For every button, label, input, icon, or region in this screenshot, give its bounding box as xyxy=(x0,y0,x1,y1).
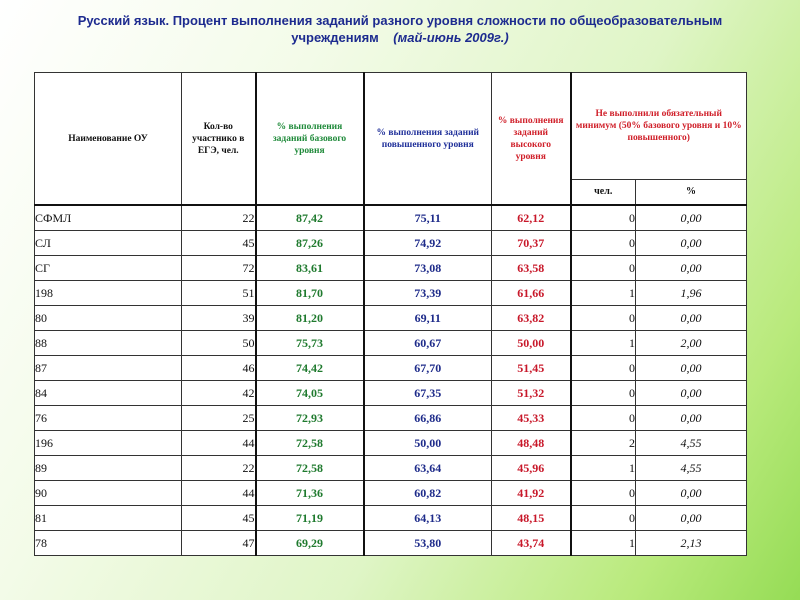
table-row xyxy=(35,406,747,431)
header-failed-pct: % xyxy=(636,180,747,206)
cell-high: 41,92 xyxy=(492,481,571,506)
cell-failed-num: 1 xyxy=(571,331,636,356)
cell-failed-num: 0 xyxy=(571,481,636,506)
title-line-2 xyxy=(30,29,770,46)
cell-failed-pct: 0,00 xyxy=(636,406,747,431)
cell-name: СФМЛ xyxy=(35,205,182,231)
cell-advanced: 50,00 xyxy=(364,431,492,456)
cell-name: 80 xyxy=(35,306,182,331)
cell-count: 44 xyxy=(182,481,256,506)
cell-name: 87 xyxy=(35,356,182,381)
cell-advanced: 67,70 xyxy=(364,356,492,381)
table-row xyxy=(35,356,747,381)
table-row xyxy=(35,231,747,256)
cell-high: 45,33 xyxy=(492,406,571,431)
table-row xyxy=(35,531,747,556)
cell-base: 71,36 xyxy=(256,481,364,506)
header-base: % выполнения заданий базового уровня xyxy=(256,73,364,206)
table-row xyxy=(35,205,747,231)
cell-advanced: 67,35 xyxy=(364,381,492,406)
cell-base: 72,58 xyxy=(256,456,364,481)
cell-failed-num: 2 xyxy=(571,431,636,456)
cell-base: 87,42 xyxy=(256,205,364,231)
cell-high: 43,74 xyxy=(492,531,571,556)
cell-name: 84 xyxy=(35,381,182,406)
cell-advanced: 73,08 xyxy=(364,256,492,281)
cell-high: 63,82 xyxy=(492,306,571,331)
cell-name: 88 xyxy=(35,331,182,356)
header-failed-num: чел. xyxy=(571,180,636,206)
cell-count: 39 xyxy=(182,306,256,331)
cell-high: 48,48 xyxy=(492,431,571,456)
cell-base: 87,26 xyxy=(256,231,364,256)
cell-advanced: 60,67 xyxy=(364,331,492,356)
title-line-1: Русский язык. Процент выполнения заданий разного уровня сложности по общеобразовательным xyxy=(77,13,723,28)
table-row xyxy=(35,331,747,356)
cell-failed-num: 0 xyxy=(571,205,636,231)
cell-failed-pct: 2,13 xyxy=(636,531,747,556)
cell-failed-pct: 2,00 xyxy=(636,331,747,356)
cell-failed-pct: 0,00 xyxy=(636,256,747,281)
cell-failed-num: 1 xyxy=(571,281,636,306)
cell-advanced: 60,82 xyxy=(364,481,492,506)
cell-name: СЛ xyxy=(35,231,182,256)
cell-count: 22 xyxy=(182,205,256,231)
cell-name: 81 xyxy=(35,506,182,531)
cell-advanced: 64,13 xyxy=(364,506,492,531)
header-count: Кол-во участнико в ЕГЭ, чел. xyxy=(182,73,256,206)
cell-count: 51 xyxy=(182,281,256,306)
cell-name: 198 xyxy=(35,281,182,306)
cell-failed-pct: 4,55 xyxy=(636,431,747,456)
cell-advanced: 66,86 xyxy=(364,406,492,431)
cell-count: 22 xyxy=(182,456,256,481)
cell-base: 74,42 xyxy=(256,356,364,381)
cell-high: 70,37 xyxy=(492,231,571,256)
cell-failed-num: 0 xyxy=(571,231,636,256)
cell-base: 74,05 xyxy=(256,381,364,406)
table-row xyxy=(35,381,747,406)
cell-name: СГ xyxy=(35,256,182,281)
cell-high: 51,32 xyxy=(492,381,571,406)
cell-failed-pct: 0,00 xyxy=(636,381,747,406)
cell-count: 46 xyxy=(182,356,256,381)
header-name: Наименование ОУ xyxy=(35,73,182,206)
cell-advanced: 73,39 xyxy=(364,281,492,306)
cell-base: 72,93 xyxy=(256,406,364,431)
cell-high: 45,96 xyxy=(492,456,571,481)
table-row xyxy=(35,481,747,506)
cell-base: 83,61 xyxy=(256,256,364,281)
cell-failed-num: 0 xyxy=(571,306,636,331)
cell-failed-num: 1 xyxy=(571,456,636,481)
cell-advanced: 75,11 xyxy=(364,205,492,231)
cell-count: 72 xyxy=(182,256,256,281)
cell-failed-pct: 4,55 xyxy=(636,456,747,481)
cell-advanced: 53,80 xyxy=(364,531,492,556)
header-high: % выполнения заданий высокого уровня xyxy=(492,73,571,206)
cell-failed-num: 0 xyxy=(571,506,636,531)
cell-count: 44 xyxy=(182,431,256,456)
cell-high: 62,12 xyxy=(492,205,571,231)
table-row xyxy=(35,431,747,456)
cell-failed-pct: 0,00 xyxy=(636,306,747,331)
cell-count: 47 xyxy=(182,531,256,556)
cell-advanced: 63,64 xyxy=(364,456,492,481)
cell-base: 75,73 xyxy=(256,331,364,356)
cell-base: 72,58 xyxy=(256,431,364,456)
title-line-2-main: учреждениям xyxy=(291,30,379,45)
cell-failed-pct: 0,00 xyxy=(636,506,747,531)
title-date-range: (май-июнь 2009г.) xyxy=(393,30,509,45)
header-advanced: % выполнения заданий повышенного уровня xyxy=(364,73,492,206)
cell-name: 90 xyxy=(35,481,182,506)
cell-base: 81,70 xyxy=(256,281,364,306)
cell-failed-pct: 0,00 xyxy=(636,231,747,256)
cell-count: 42 xyxy=(182,381,256,406)
cell-high: 51,45 xyxy=(492,356,571,381)
cell-high: 61,66 xyxy=(492,281,571,306)
cell-base: 69,29 xyxy=(256,531,364,556)
cell-count: 50 xyxy=(182,331,256,356)
cell-name: 89 xyxy=(35,456,182,481)
table-row xyxy=(35,256,747,281)
header-failed: Не выполнили обязательный минимум (50% базового уровня и 10% повышенного) xyxy=(571,73,747,180)
cell-high: 50,00 xyxy=(492,331,571,356)
cell-count: 45 xyxy=(182,231,256,256)
cell-base: 81,20 xyxy=(256,306,364,331)
cell-failed-pct: 0,00 xyxy=(636,356,747,381)
page-title xyxy=(30,12,770,46)
table-row xyxy=(35,306,747,331)
table-row xyxy=(35,506,747,531)
table-row xyxy=(35,281,747,306)
cell-advanced: 69,11 xyxy=(364,306,492,331)
cell-failed-pct: 0,00 xyxy=(636,481,747,506)
cell-high: 63,58 xyxy=(492,256,571,281)
results-table xyxy=(34,72,747,556)
cell-failed-num: 0 xyxy=(571,381,636,406)
cell-name: 78 xyxy=(35,531,182,556)
cell-failed-num: 1 xyxy=(571,531,636,556)
cell-base: 71,19 xyxy=(256,506,364,531)
cell-failed-num: 0 xyxy=(571,256,636,281)
cell-failed-num: 0 xyxy=(571,406,636,431)
cell-name: 76 xyxy=(35,406,182,431)
cell-failed-num: 0 xyxy=(571,356,636,381)
cell-advanced: 74,92 xyxy=(364,231,492,256)
cell-name: 196 xyxy=(35,431,182,456)
cell-count: 45 xyxy=(182,506,256,531)
cell-high: 48,15 xyxy=(492,506,571,531)
cell-failed-pct: 1,96 xyxy=(636,281,747,306)
table-row xyxy=(35,456,747,481)
cell-count: 25 xyxy=(182,406,256,431)
cell-failed-pct: 0,00 xyxy=(636,205,747,231)
